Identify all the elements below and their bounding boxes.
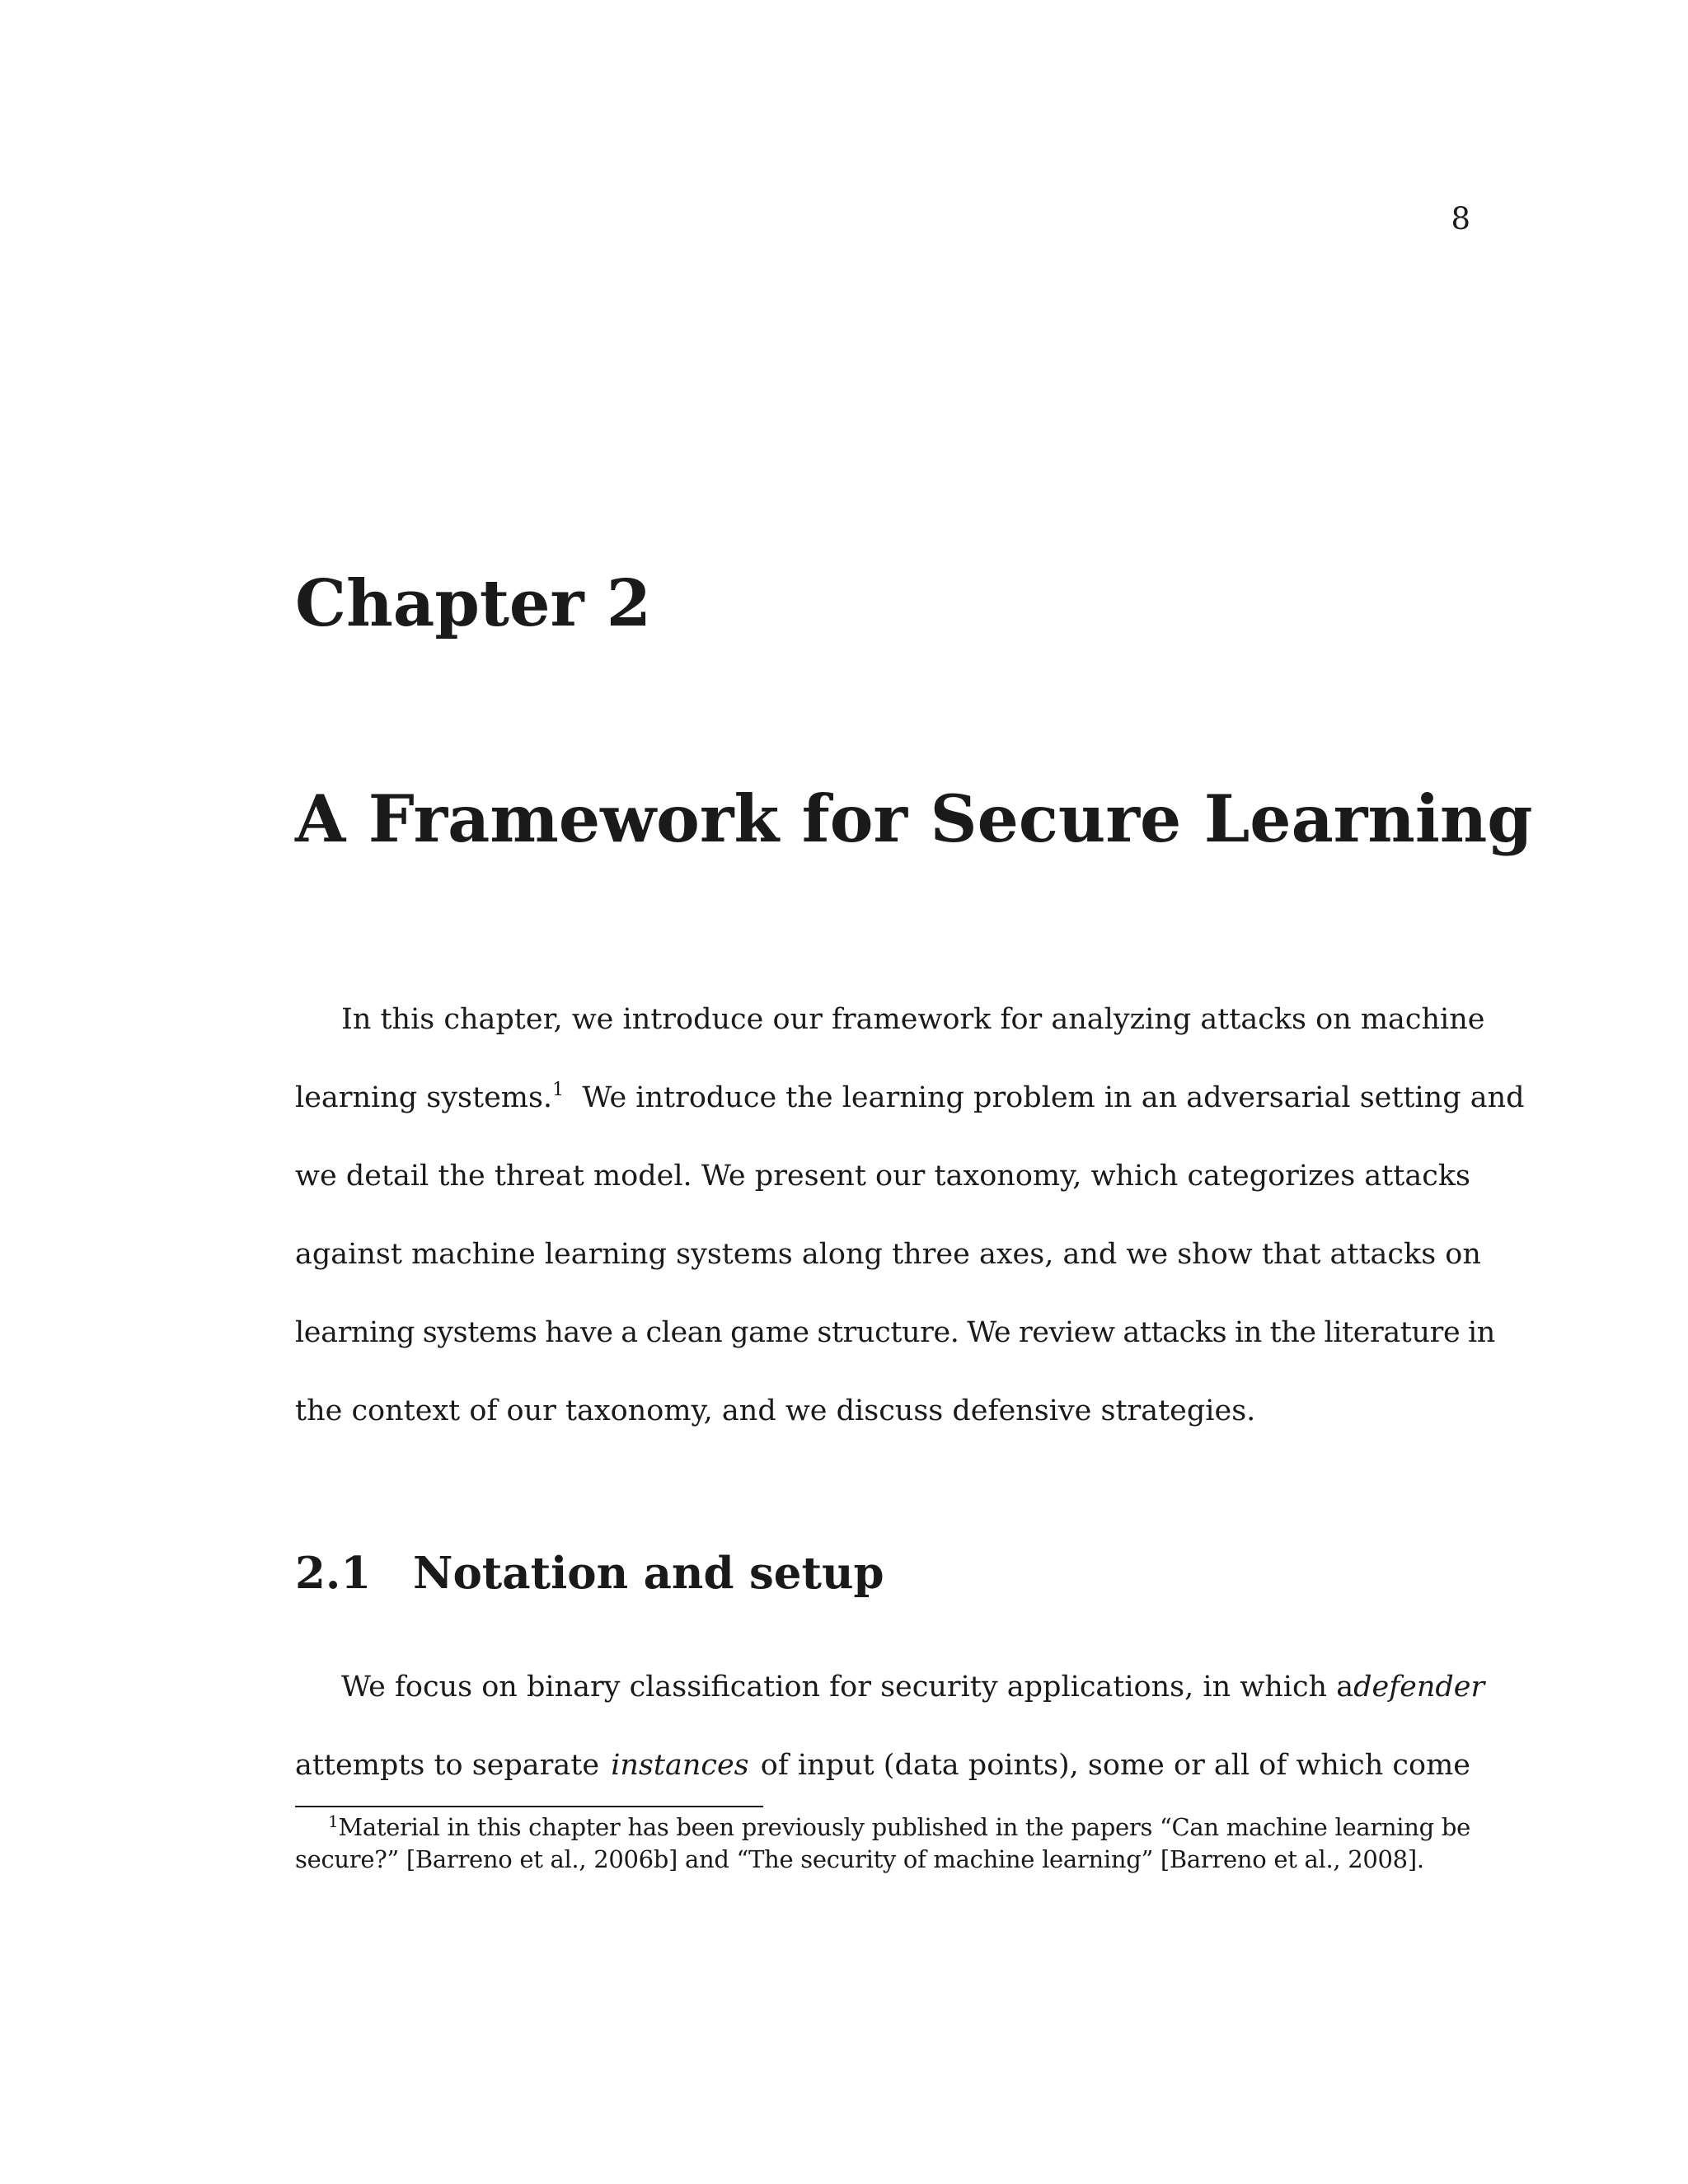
section-line-2-pre: attempts to separate [295,1749,600,1782]
footnote-rule [295,1806,763,1807]
intro-line-2-start: learning systems. [295,1081,553,1114]
section-heading [295,1547,884,1600]
intro-line-2-rest: We introduce the learning problem in an adversarial setting and [582,1081,1525,1114]
footnote-reference[interactable]: 1 [552,1080,565,1100]
chapter-title: A Framework for Secure Learning [295,780,1533,857]
footnote [295,1811,1470,1876]
footnote-line-1-text: Material in this chapter has been previously published in the papers “Can machine learning be [338,1813,1470,1841]
section-line-2-post: of input (data points), some or all of which come [760,1749,1470,1782]
section-number: 2.1 [295,1548,372,1599]
page-number: 8 [1451,201,1470,237]
intro-paragraph [295,981,1525,1451]
instances-term: instances [611,1749,749,1782]
section-line-1 [295,1648,1485,1727]
section-paragraph [295,1648,1485,1805]
intro-line-6: the context of our taxonomy, and we discuss defensive strategies. [295,1394,1256,1427]
footnote-line-1 [295,1811,1470,1844]
intro-line-4: against machine learning systems along three axes, and we show that attacks on [295,1238,1481,1271]
intro-line-1: In this chapter, we introduce our framework for analyzing attacks on machine [341,1003,1485,1036]
defender-term: defender [1353,1671,1485,1704]
intro-line-2 [295,1059,1525,1137]
intro-line-3: we detail the threat model. We present our taxonomy, which categorizes attacks [295,1160,1470,1193]
footnote-line-2: secure?” [Barreno et al., 2006b] and “The security of machine learning” [Barreno et al., 2008]. [295,1845,1424,1873]
chapter-label: Chapter 2 [295,566,652,641]
section-title: Notation and setup [413,1548,884,1599]
footnote-mark: 1 [328,1811,339,1831]
section-line-2 [295,1727,1470,1805]
intro-line-5: learning systems have a clean game structure. We review attacks in the literature in [295,1316,1495,1349]
section-line-1-text: We focus on binary classification for security applications, in which a [341,1671,1354,1704]
